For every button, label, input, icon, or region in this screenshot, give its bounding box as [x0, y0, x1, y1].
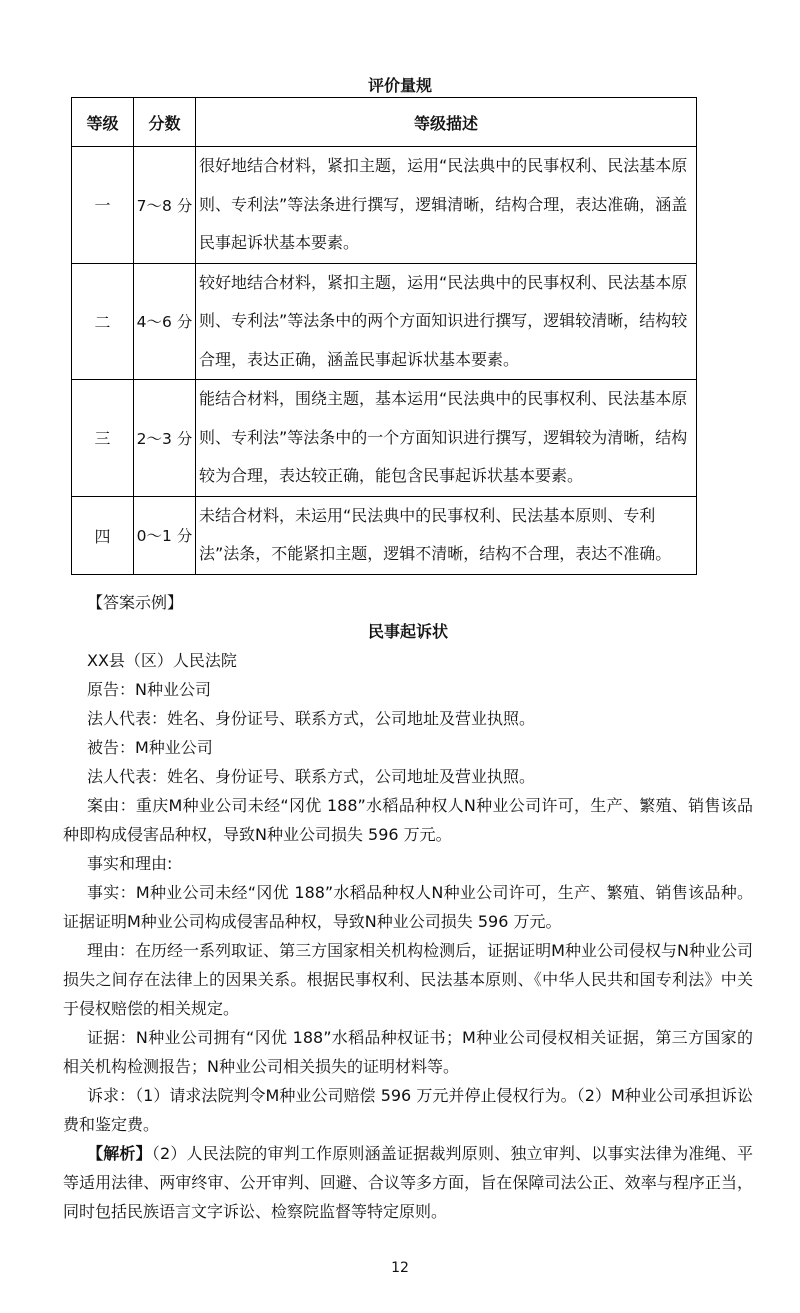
defendant-rep-line: 法人代表：姓名、身份证号、联系方式，公司地址及营业执照。 — [87, 767, 536, 786]
court-line: XX县（区）人民法院 — [87, 651, 237, 670]
evidence-paragraph: 证据：N种业公司拥有“冈优 188”水稻品种权证书；M种业公司侵权相关证据，第三方国家的相关机构检测报告；N种业公司相关损失的证明材料等。 — [63, 1028, 753, 1076]
plaintiff-rep-line: 法人代表：姓名、身份证号、联系方式，公司地址及营业执照。 — [87, 709, 536, 728]
level-cell: 三 — [72, 380, 134, 497]
description-cell: 较好地结合材料，紧扣主题，运用“民法典中的民事权利、民法基本原则、专利法”等法条中的两个方面知识进行撰写，逻辑较清晰，结构较合理，表达正确，涵盖民事起诉状基本要素。 — [196, 263, 697, 380]
analysis-paragraph — [63, 1139, 753, 1226]
table-header-row — [72, 98, 697, 147]
level-cell: 一 — [72, 147, 134, 264]
table-row — [72, 263, 697, 380]
answer-section-label: 【答案示例】 — [87, 593, 184, 612]
analysis-text: （2）人民法院的审判工作原则涵盖证据裁判原则、独立审判、以事实法律为准绳、平等适用法律、两审终审、公开审判、回避、合议等多方面，旨在保障司法公正、效率与程序正当，同时包括民族语言文字诉讼、检察院监督等特定原则。 — [63, 1144, 753, 1221]
score-cell: 0～1 分 — [134, 496, 196, 574]
table-row — [72, 147, 697, 264]
description-cell: 能结合材料，围绕主题，基本运用“民法典中的民事权利、民法基本原则、专利法”等法条中的一个方面知识进行撰写，逻辑较为清晰，结构较为合理，表达较正确，能包含民事起诉状基本要素。 — [196, 380, 697, 497]
description-cell: 未结合材料，未运用“民法典中的民事权利、民法基本原则、专利法”法条，不能紧扣主题，逻辑不清晰，结构不合理，表达不准确。 — [196, 496, 697, 574]
complaint-title: 民事起诉状 — [367, 622, 448, 641]
page-number: 12 — [391, 1260, 409, 1276]
analysis-label: 【解析】 — [87, 1144, 152, 1163]
header-level: 等级 — [72, 98, 134, 147]
claims-paragraph: 诉求：（1）请求法院判令M种业公司赔偿 596 万元并停止侵权行为。（2）M种业公司承担诉讼费和鉴定费。 — [63, 1086, 753, 1134]
score-cell: 2～3 分 — [134, 380, 196, 497]
rubric-table — [71, 97, 697, 575]
header-description: 等级描述 — [196, 98, 697, 147]
table-row — [72, 496, 697, 574]
table-row — [72, 380, 697, 497]
header-score: 分数 — [134, 98, 196, 147]
description-cell: 很好地结合材料，紧扣主题，运用“民法典中的民事权利、民法基本原则、专利法”等法条进行撰写，逻辑清晰，结构合理，表达准确，涵盖民事起诉状基本要素。 — [196, 147, 697, 264]
plaintiff-line: 原告：N种业公司 — [87, 680, 211, 699]
facts-heading: 事实和理由: — [87, 854, 173, 873]
defendant-line: 被告：M种业公司 — [87, 738, 213, 757]
score-cell: 4～6 分 — [134, 263, 196, 380]
facts-paragraph: 事实：M种业公司未经“冈优 188”水稻品种权人N种业公司许可，生产、繁殖、销售该品种。证据证明M种业公司构成侵害品种权，导致N种业公司损失 596 万元。 — [63, 883, 753, 931]
rubric-title: 评价量规 — [367, 76, 432, 95]
cause-paragraph: 案由：重庆M种业公司未经“冈优 188”水稻品种权人N种业公司许可，生产、繁殖、销售该品种即构成侵害品种权，导致N种业公司损失 596 万元。 — [63, 796, 753, 844]
level-cell: 二 — [72, 263, 134, 380]
answer-section — [63, 588, 753, 1226]
reasons-paragraph: 理由：在历经一系列取证、第三方国家相关机构检测后，证据证明M种业公司侵权与N种业公司损失之间存在法律上的因果关系。根据民事权利、民法基本原则、《中华人民共和国专利法》中关于侵权赔偿的相关规定。 — [63, 941, 753, 1018]
level-cell: 四 — [72, 496, 134, 574]
score-cell: 7～8 分 — [134, 147, 196, 264]
